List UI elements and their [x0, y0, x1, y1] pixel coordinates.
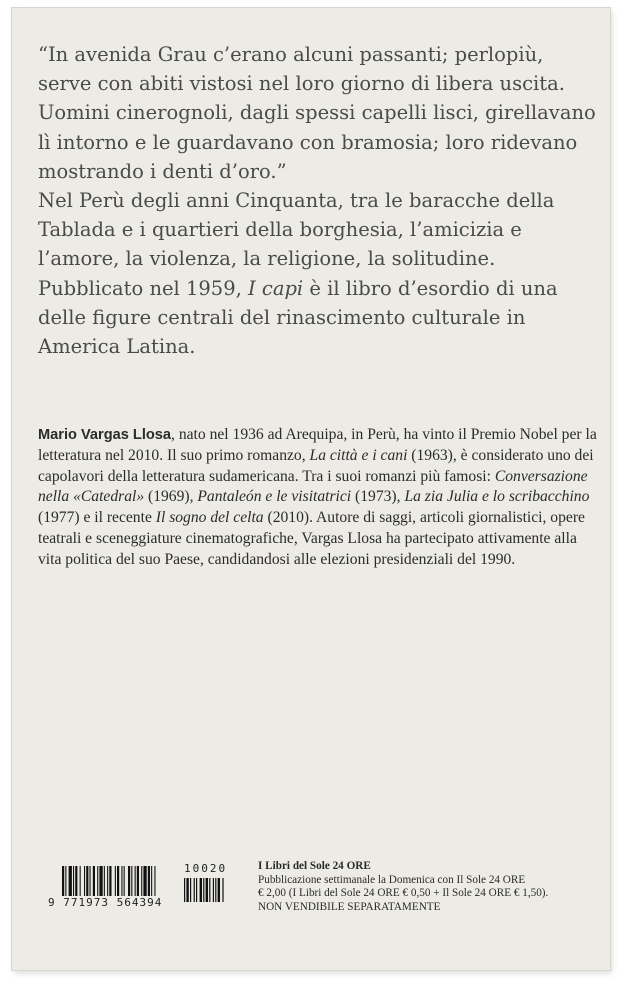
bio-text-4: (1973),	[351, 488, 405, 506]
bio-text-3: (1969),	[144, 488, 198, 506]
bio-work-3: Pantaleón e le visitatrici	[197, 488, 352, 506]
blurb-published-prefix: Pubblicato nel 1959,	[38, 276, 248, 300]
blurb-description-text: Nel Perù degli anni Cinquanta, tra le baracche della Tablada e i quartieri della borghesia, l’amicizia e l’amore, la violenza, la religione, la solitudine.	[38, 189, 555, 271]
blurb-description	[38, 186, 598, 361]
back-cover-blurb	[38, 40, 598, 361]
bio-text-6: (2010). Autore di saggi, articoli giornalistici, opere teatrali e sceneggiature cinematografiche, Vargas Llosa ha partecipato attivamente alla vita politica del suo Paese, candidandosi alle elezioni presidenziali del 1990.	[38, 509, 585, 568]
publisher-name: I Libri del Sole 24 ORE	[258, 860, 371, 872]
publisher-line-1: Pubblicazione settimanale la Domenica con Il Sole 24 ORE	[258, 873, 526, 886]
blurb-book-title: I capi	[248, 276, 304, 300]
bio-text-2: (1963), è considerato uno dei capolavori della letteratura sudamericana. Tra i suoi romanzi più famosi:	[38, 446, 594, 485]
author-biography	[38, 425, 598, 571]
publisher-line-2: € 2,00 (I Libri del Sole 24 ORE € 0,50 + Il Sole 24 ORE € 1,50).	[258, 887, 549, 900]
barcode-number: 9 771973 564394	[48, 896, 174, 909]
bio-text-1: , nato nel 1936 ad Arequipa, in Perù, ha vinto il Premio Nobel per la letteratura nel 2010. Il suo primo romanzo,	[38, 426, 597, 464]
blurb-published-suffix: è il libro d’esordio di una delle figure centrali del rinascimento culturale in America Latina.	[38, 276, 558, 359]
bio-work-1: La città e i cani	[309, 446, 408, 464]
publisher-line-3: NON VENDIBILE SEPARATAMENTE	[258, 900, 441, 913]
blurb-quote: “In avenida Grau c’erano alcuni passanti; perlopiù, serve con abiti vistosi nel loro giorno di libera uscita. Uomini cinerognoli, dagli spessi capelli lisci, girellavano lì intorno e le guardavano con bramosia; loro ridevano mostrando i denti d’oro.”	[38, 43, 596, 183]
bio-text-5: (1977) e il recente	[38, 509, 156, 527]
barcode-addon-number: 10020	[184, 862, 228, 875]
publisher-info	[258, 860, 598, 914]
author-name: Mario Vargas Llosa	[38, 427, 172, 443]
bio-work-4: La zia Julia e lo scribacchino	[404, 488, 590, 506]
bio-work-5: Il sogno del celta	[155, 509, 264, 527]
bio-work-2: Conversazione nella «Catedral»	[38, 467, 588, 506]
